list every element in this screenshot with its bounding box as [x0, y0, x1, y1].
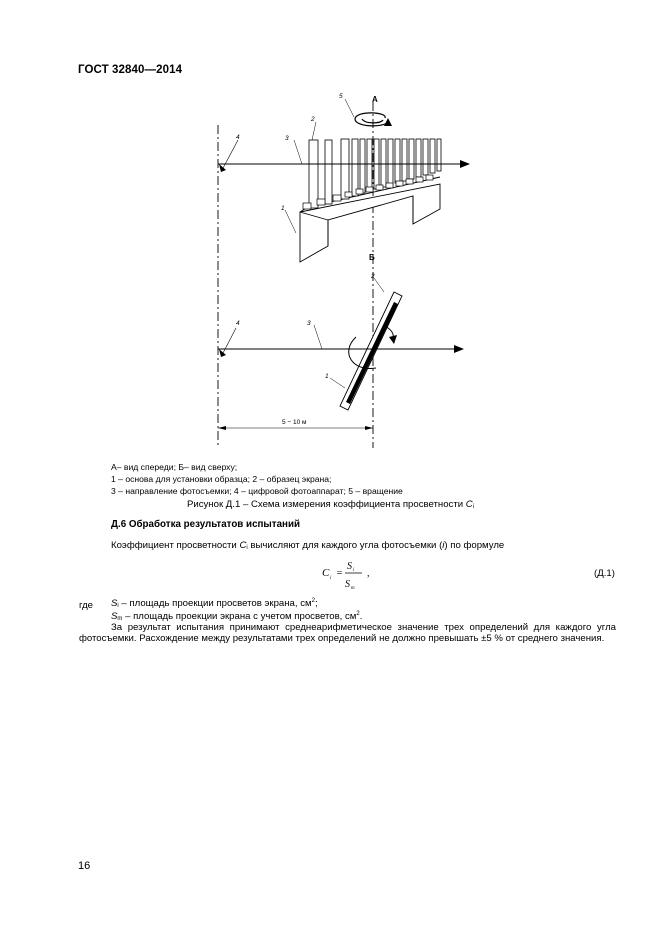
- where-label: где: [79, 600, 94, 611]
- rotation-arrowhead-bottom: [389, 335, 397, 344]
- definition-sm: $S_m$ – площадь проекции экрана с учетом просветов, $см^2$.: [111, 611, 363, 622]
- formula-comma: ,: [367, 568, 370, 579]
- callout-3-bottom: 3: [307, 320, 311, 327]
- definition-si: $S_i$ – площадь проекции просветов экрана, $см^2$;: [111, 598, 318, 609]
- callout-1-top: 1: [281, 205, 285, 212]
- callout-2-bottom: 2: [371, 273, 375, 280]
- distance-arrow-right: [365, 426, 373, 430]
- page-number: 16: [78, 860, 91, 872]
- formula-numerator: S: [347, 561, 352, 572]
- camera-arrowhead-bottom: [219, 349, 226, 357]
- callout-1-bottom: 1: [325, 373, 329, 380]
- callout-3-top: 3: [285, 135, 289, 142]
- camera-marker-bottom: [222, 328, 236, 355]
- view-b-label: Б: [369, 253, 375, 262]
- callout-5-top: 5: [339, 93, 343, 100]
- figure-caption: Рисунок Д.1 – Схема измерения коэффициента просветности $C_i$: [186, 499, 475, 510]
- view-a-label: А: [372, 95, 378, 104]
- paragraph-result: За результат испытания принимают среднеарифметическое значение трех определений для каждого угла фотосъемки. Расхождение между результатами трех определений не должно превышать ±5 % от среднего значения.: [79, 622, 616, 645]
- formula-numerator-sub: i: [353, 568, 355, 573]
- formula-lhs-sub: i: [330, 576, 332, 581]
- camera-arrowhead-top: [219, 164, 226, 172]
- callout-4-top: 4: [236, 134, 240, 141]
- distance-arrow-left: [218, 426, 226, 430]
- section-title: Д.6 Обработка результатов испытаний: [111, 519, 301, 530]
- leader-lines-bottom: [314, 278, 384, 388]
- legend-line-2: 1 – основа для установки образца; 2 – образец экрана;: [111, 474, 332, 484]
- formula-denominator: S: [345, 579, 350, 590]
- callout-2-top: 2: [311, 116, 315, 123]
- formula-lhs: C: [322, 567, 330, 579]
- paragraph-coefficient: Коэффициент просветности $C_i$ вычисляют для каждого угла фотосъемки (i) по формуле: [111, 540, 505, 551]
- formula-denominator-sub: m: [351, 586, 355, 591]
- camera-marker-top: [222, 140, 238, 170]
- legend-line-1: А– вид спереди; Б– вид сверху;: [111, 462, 238, 472]
- distance-label: 5 − 10 м: [282, 419, 307, 426]
- formula-d1: [318, 557, 398, 597]
- rotation-arrowhead-top: [384, 118, 392, 126]
- equation-number: (Д.1): [594, 568, 615, 579]
- legend-line-3: 3 – направление фотосъемки; 4 – цифровой фотоаппарат; 5 – вращение: [111, 486, 403, 496]
- figure-legend: [111, 461, 403, 497]
- shooting-arrowhead-top: [460, 160, 470, 168]
- shooting-arrowhead-bottom: [454, 345, 464, 353]
- rotation-arrow-top: [355, 113, 388, 126]
- callout-4-bottom: 4: [236, 320, 240, 327]
- sample-top-view-inner: [346, 302, 398, 404]
- formula-equals: =: [336, 568, 343, 579]
- document-header: ГОСТ 32840—2014: [78, 64, 183, 76]
